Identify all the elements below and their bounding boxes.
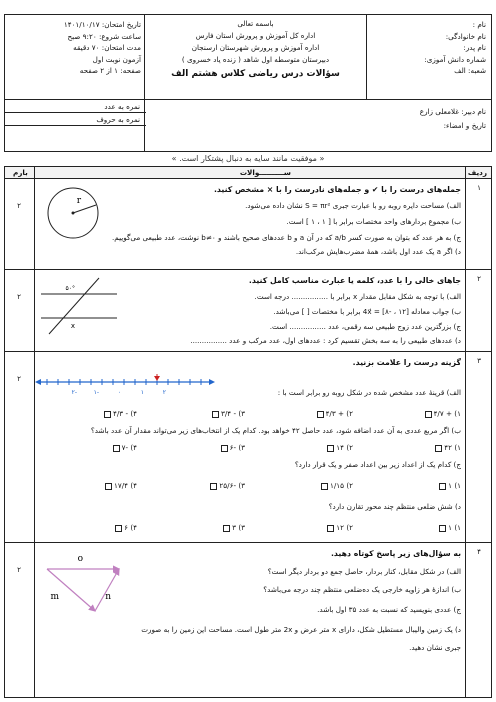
option[interactable]: [315, 408, 353, 419]
option-checkbox[interactable]: [105, 483, 112, 490]
father-name-label: نام پدر:: [463, 43, 486, 52]
radius-label: r: [76, 196, 81, 206]
question-score: ۲: [17, 374, 21, 383]
option[interactable]: [437, 522, 461, 533]
motto: « موفقیت مانند سایه به دنبال پشتکار است. »: [171, 154, 325, 163]
question-part: د) عددهای طبیعی را به سه بخش تقسیم کرد : عددهای اول، عدد مرکب و عدد ................: [190, 336, 461, 345]
option-label: ۴) ۱۷/۴: [114, 481, 137, 490]
question-1: [5, 179, 491, 270]
option-checkbox[interactable]: [327, 525, 334, 532]
question-heading: جمله‌های درست را با ✔ و جمله‌های نادرست را با × مشخص کنید.: [213, 185, 461, 194]
option-label: ۱) ۱: [448, 481, 461, 490]
option[interactable]: [102, 408, 137, 419]
date-sign: تاریخ و امضاء:: [443, 121, 486, 130]
option-label: ۱) ۱: [448, 523, 461, 532]
option-label: ۴) - ۴/۳: [113, 409, 137, 418]
vector-o-label: o: [77, 554, 83, 564]
option-checkbox[interactable]: [425, 411, 432, 418]
option-label: ۳) -۲۵/۶: [219, 481, 245, 490]
option-label: ۳) -۶: [229, 443, 245, 452]
score-word-label: نمره به حروف: [5, 113, 146, 126]
question-score: ۲: [17, 201, 21, 210]
question-heading: گزینه درست را علامت بزنید.: [352, 358, 461, 367]
invocation: باسمه تعالی: [237, 19, 274, 28]
question-number: ۱: [477, 183, 481, 192]
option-label: ۳) ۳: [232, 523, 245, 532]
option-checkbox[interactable]: [221, 445, 228, 452]
province-office: اداره کل آموزش و پرورش استان فارس: [195, 31, 316, 40]
question-part: د) شش ضلعی منتظم چند محور تقارن دارد؟: [328, 502, 461, 511]
option-label: ۴) -۷: [121, 443, 137, 452]
question-heading: به سؤال‌های زیر پاسخ کوتاه دهید.: [330, 549, 461, 558]
option-checkbox[interactable]: [327, 445, 334, 452]
option-checkbox[interactable]: [435, 445, 442, 452]
question-part: الف) با توجه به شکل مقابل مقدار x برابر با ................ درجه است.: [254, 292, 461, 301]
axis-label: -۲: [71, 389, 77, 396]
axis-label: ۱: [140, 389, 144, 396]
option-checkbox[interactable]: [321, 483, 328, 490]
option-label: ۱) ۴۲: [444, 443, 461, 452]
class-section-label: شعبه: الف: [454, 66, 486, 75]
question-part: ج) کدام یک از اعداد زیر بین اعداد صفر و یک قرار دارد؟: [294, 460, 461, 469]
city-office: اداره آموزش و پرورش شهرستان ارسنجان: [191, 43, 320, 52]
option-label: ۲) ۱۲: [336, 523, 353, 532]
option-label: ۲) + ۴/۳: [325, 409, 353, 418]
exam-meta: [5, 15, 146, 99]
duration: مدت امتحان: ۷۰ دقیقه: [73, 43, 141, 52]
vector-n-label: n: [105, 592, 111, 602]
question-part: الف) در شکل مقابل، کنار بردار، حاصل جمع دو بردار دیگر است؟: [267, 567, 461, 576]
question-part: ج) عددی بنویسید که نسبت به عدد ۳۵ اول باشد.: [317, 605, 461, 614]
exam-header: [4, 14, 492, 100]
student-name-label: نام :: [472, 20, 486, 29]
vector-m-label: m: [50, 592, 59, 602]
axis-label: ۲: [162, 389, 166, 396]
option-checkbox[interactable]: [439, 525, 446, 532]
question-part: الف) مساحت دایره روبه رو با عبارت جبری S = πr² نشان داده می‌شود.: [245, 201, 461, 210]
option[interactable]: [325, 442, 353, 453]
circle-figure: [41, 183, 105, 243]
header-score: بارم: [13, 168, 28, 177]
angle-figure: [39, 276, 119, 336]
option[interactable]: [103, 480, 137, 491]
option[interactable]: [221, 522, 245, 533]
option[interactable]: [208, 480, 245, 491]
teacher-block: [4, 100, 492, 152]
option-checkbox[interactable]: [317, 411, 324, 418]
option-checkbox[interactable]: [210, 483, 217, 490]
question-part: ب) اندازهٔ هر زاویه خارجی یک ده‌ضلعی منتظم چند درجه می‌باشد؟: [263, 585, 461, 594]
option-checkbox[interactable]: [212, 411, 219, 418]
option-checkbox[interactable]: [223, 525, 230, 532]
x-label: x: [70, 322, 75, 330]
question-3: [5, 352, 491, 543]
table-header: [5, 167, 491, 179]
question-part: ب) مجموع بردارهای واحد مختصات برابر با [ ۱ ، ۱ ] است.: [286, 217, 461, 226]
questions-table: [4, 166, 492, 698]
option-label: ۲) ۱۴: [336, 443, 353, 452]
option[interactable]: [325, 522, 353, 533]
axis-label: -۱: [93, 389, 99, 396]
student-number-label: شماره دانش آموزی:: [424, 54, 486, 64]
score-number-label: نمره به عدد: [5, 100, 146, 113]
option[interactable]: [423, 408, 461, 419]
header-questions: ســــــــــوالات: [239, 168, 291, 177]
question-part: ب) اگر مربع عددی به آن عدد اضافه شود، عدد حاصل ۴۲ خواهد بود. کدام یک از انتخاب‌های زیر می‌تواند مقدار آن عدد باشد؟: [90, 426, 461, 435]
option[interactable]: [319, 480, 353, 491]
option-checkbox[interactable]: [439, 483, 446, 490]
page-count: صفحه: ۱ از ۲ صفحه: [79, 66, 141, 75]
question-heading: جاهای خالی را با عدد، کلمه یا عبارت مناسب کامل کنید.: [248, 276, 461, 285]
question-part: ج) به هر عدد که بتوان به صورت کسر a/b که در آن a و b عددهای صحیح باشند و b≠۰ نوشت، عدد طبیعی می‌گوییم.: [112, 233, 461, 242]
exam-page: [4, 4, 492, 698]
question-2: [5, 270, 491, 352]
question-part: ج) بزرگترین عدد زوج طبیعی سه رقمی، عدد ................ است.: [269, 322, 461, 331]
school-name: دبیرستان متوسطه اول شاهد ( زنده یاد خسروی ): [181, 55, 330, 64]
option[interactable]: [111, 442, 137, 453]
question-part: الف) قرینهٔ عدد مشخص شده در شکل روبه رو برابر است با :: [277, 388, 461, 397]
school-info: [144, 15, 366, 99]
option[interactable]: [210, 408, 245, 419]
option[interactable]: [219, 442, 245, 453]
question-part: د) یک زمین والیبال مستطیل شکل، دارای x متر عرض و 2x متر طول است. مساحت این زمین را به صورت: [141, 625, 461, 634]
option-label: ۱) + ۴/۷: [433, 409, 461, 418]
question-number: ۴: [477, 547, 481, 556]
question-score: ۲: [17, 292, 21, 301]
option-label: ۲) ۱/۱۵: [330, 481, 353, 490]
vector-figure: [41, 547, 127, 619]
question-part: جبری نشان دهید.: [409, 643, 461, 652]
option[interactable]: [113, 522, 137, 533]
teacher-name: نام دبیر: غلامعلی زارع: [419, 107, 486, 116]
question-number: ۲: [477, 274, 481, 283]
student-info: [366, 15, 491, 99]
option-checkbox[interactable]: [104, 411, 111, 418]
option-checkbox[interactable]: [113, 445, 120, 452]
angle-label: ۵۰°: [65, 285, 75, 292]
question-score: ۲: [17, 565, 21, 574]
option-label: ۴) ۶: [124, 523, 137, 532]
exam-title: سؤالات درس ریاضی کلاس هشتم الف: [171, 69, 340, 79]
option-checkbox[interactable]: [115, 525, 122, 532]
question-4: [5, 543, 491, 699]
exam-date: تاریخ امتحان: ۱۴۰۱/۱۰/۱۷: [63, 20, 141, 29]
score-box: [5, 100, 146, 126]
question-part: د) اگر a یک عدد اول باشد، همهٔ مضرب‌هایش مرکب‌اند.: [295, 247, 461, 256]
axis-label: ۰: [117, 389, 121, 396]
family-name-label: نام خانوادگی:: [445, 31, 486, 41]
question-part: ب) جواب معادله [۱۲ ، -۸] = 4x⃗ برابر با مختصات [ ] می‌باشد.: [273, 307, 461, 316]
question-number: ۳: [477, 356, 481, 365]
option-label: ۳) - ۳/۴: [221, 409, 245, 418]
exam-term: آزمون نوبت اول: [92, 54, 141, 64]
option[interactable]: [433, 442, 461, 453]
option[interactable]: [437, 480, 461, 491]
start-time: ساعت شروع: ۹:۲۰ صبح: [67, 31, 141, 41]
header-row-number: ردیف: [467, 168, 487, 177]
teacher-info: [144, 100, 491, 151]
